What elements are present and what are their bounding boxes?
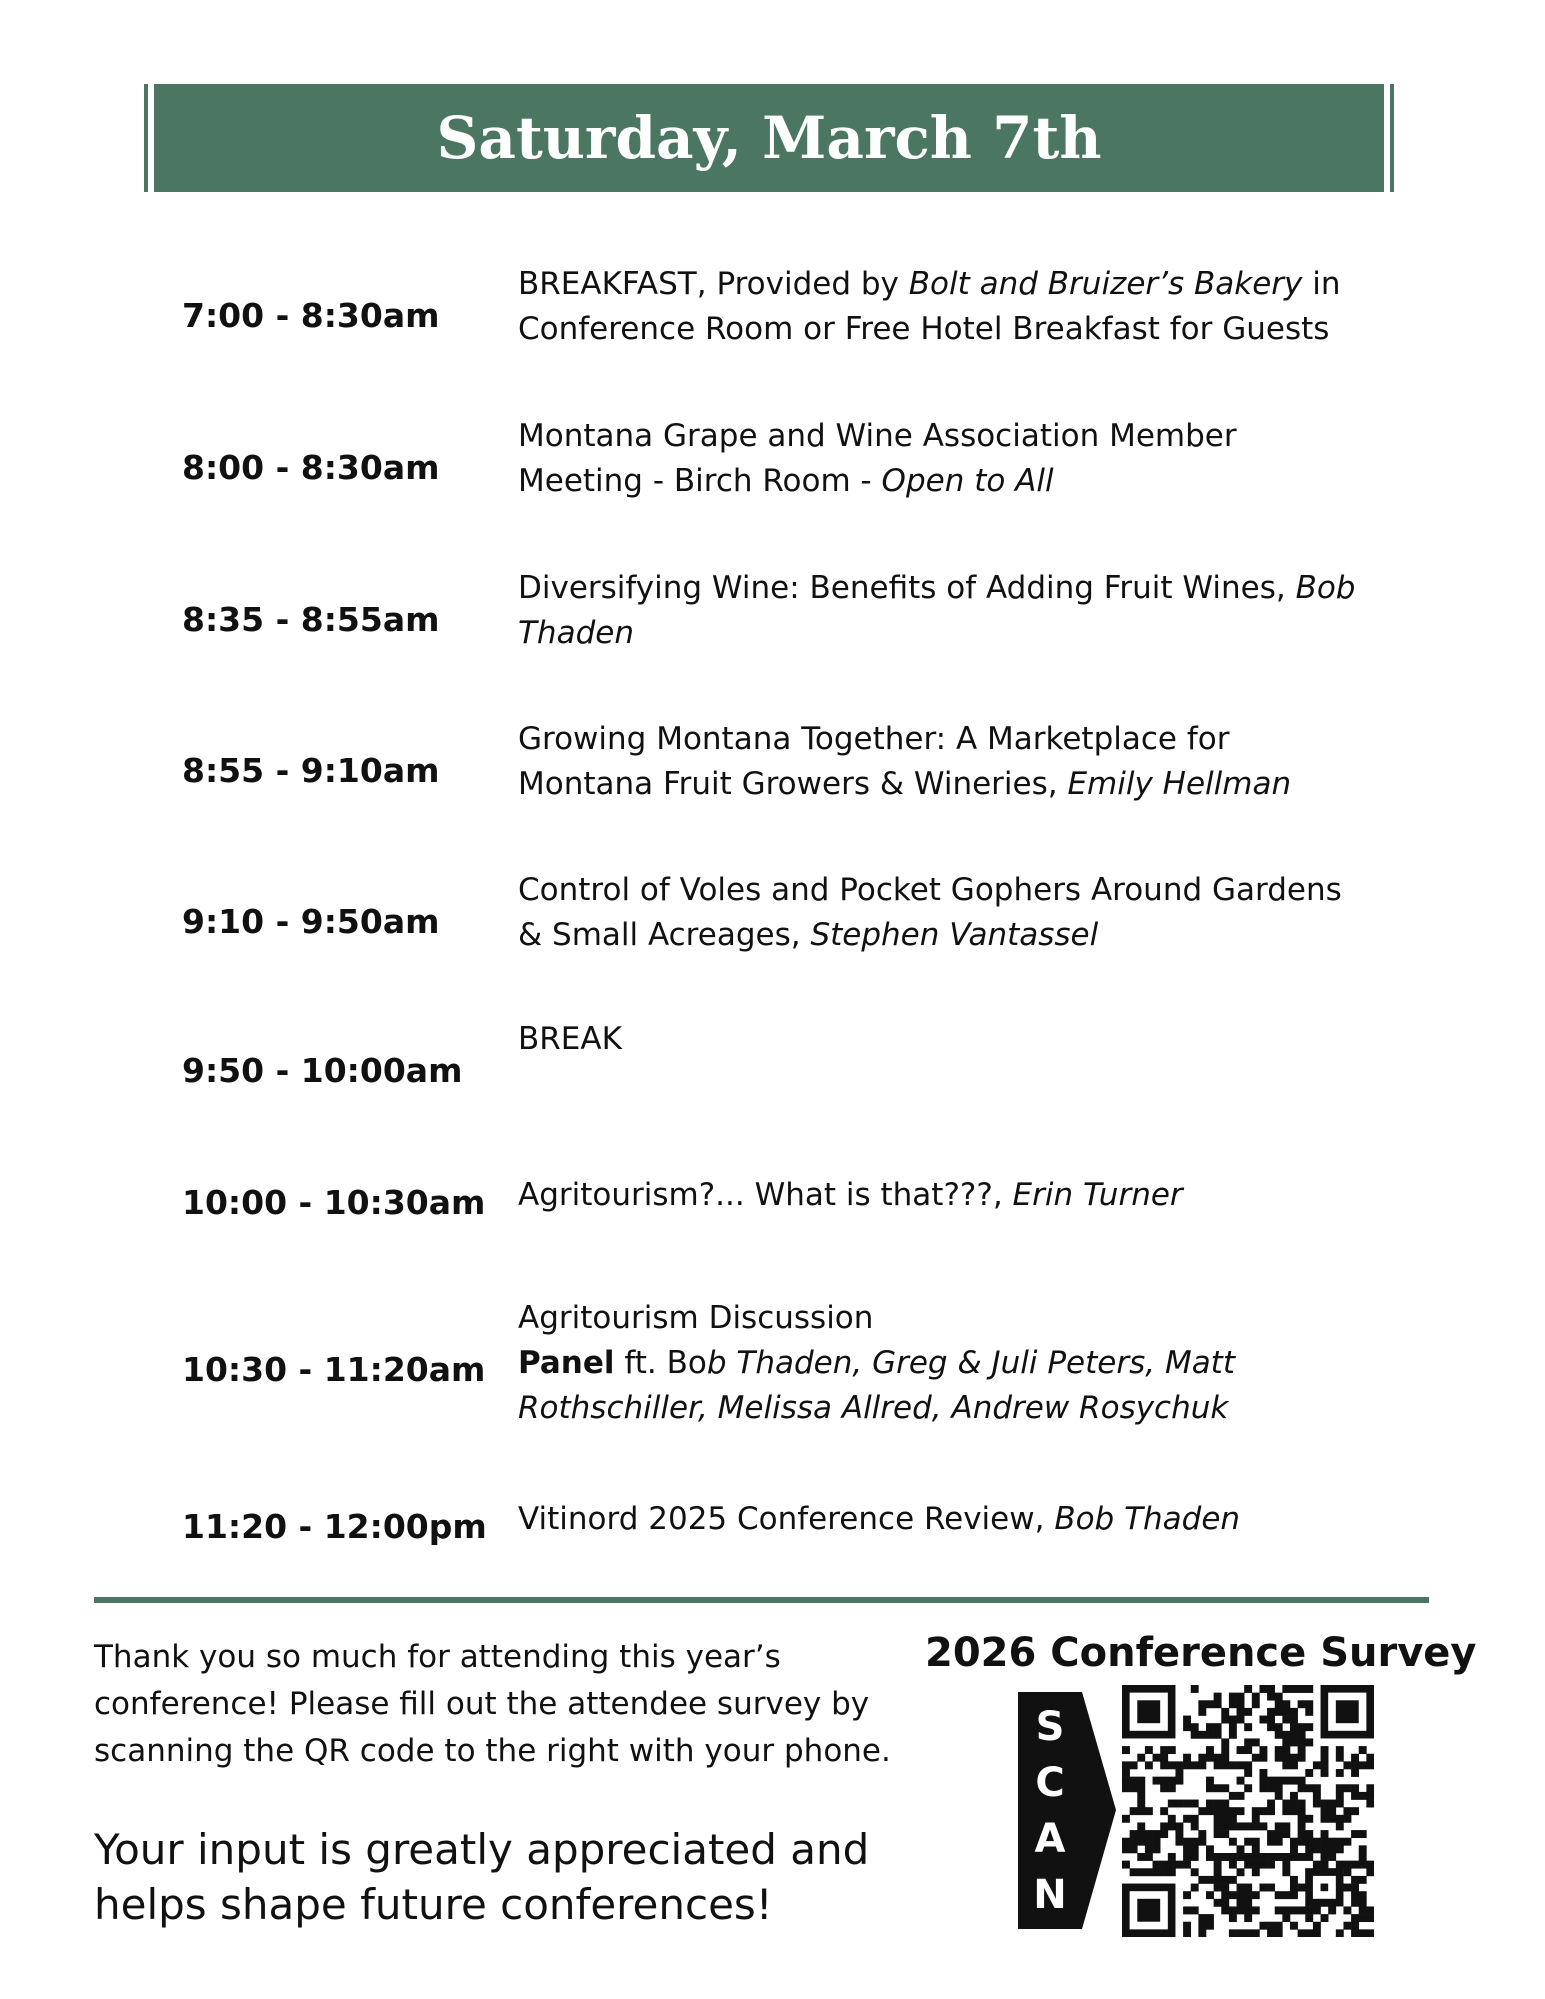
event-text: ft. Bo <box>614 1345 707 1381</box>
schedule-event <box>518 566 1358 656</box>
input-appreciation-text: Your input is greatly appreciated and helps shape future conferences! <box>94 1825 870 1929</box>
event-speaker-italic: Open to All <box>881 463 1054 499</box>
event-text: BREAKFAST, Provided by <box>518 266 909 302</box>
event-text: Diversifying Wine: Benefits of Adding Fruit Wines, <box>518 570 1296 606</box>
survey-title: 2026 Conference Survey <box>925 1630 1477 1676</box>
scan-letter: N <box>1033 1871 1067 1918</box>
event-bold-text: Panel <box>518 1345 615 1381</box>
schedule-event <box>518 717 1358 807</box>
event-speaker-italic: Erin Turner <box>1012 1177 1183 1213</box>
event-speaker-italic: Bolt and Bruizer’s Bakery <box>908 266 1303 302</box>
event-speaker-italic: Bob Thaden <box>1054 1501 1241 1537</box>
schedule-time: 9:50 - 10:00am <box>182 1051 463 1090</box>
schedule-time: 9:10 - 9:50am <box>182 902 440 941</box>
event-speaker-italic: Bob Thaden <box>518 570 1356 651</box>
event-text: Montana Grape and Wine Association Member Meeting - Birch Room - <box>518 418 1237 499</box>
event-speaker-italic: b Thaden, Greg & Juli Peters, Matt Rothschiller, Melissa Allred, Andrew Rosychuk <box>518 1345 1235 1426</box>
event-text: Agritourism?... What is that???, <box>518 1177 1013 1213</box>
thank-you-text: Thank you so much for attending this year’s conference! Please fill out the attendee survey by scanning the QR code to the right with your phone. <box>94 1639 891 1769</box>
schedule-event <box>518 1173 1358 1218</box>
schedule-event <box>518 414 1358 504</box>
scan-arrow-badge <box>1018 1692 1116 1929</box>
scan-letter: C <box>1035 1759 1065 1806</box>
schedule-time: 8:00 - 8:30am <box>182 448 440 487</box>
event-text: BREAK <box>518 1021 622 1057</box>
event-text: Vitinord 2025 Conference Review, <box>518 1501 1055 1537</box>
page-title: Saturday, March 7th <box>436 104 1102 172</box>
event-text: Agritourism Discussion <box>518 1300 874 1336</box>
event-text: Growing Montana Together: A Marketplace for Montana Fruit Growers & Wineries, <box>518 721 1230 802</box>
event-text: in Conference Room or Free Hotel Breakfast for Guests <box>518 266 1341 347</box>
scan-letter: A <box>1034 1815 1066 1862</box>
schedule-time: 10:30 - 11:20am <box>182 1350 486 1389</box>
event-speaker-italic: Stephen Vantassel <box>810 917 1099 953</box>
qr-code[interactable] <box>1122 1685 1374 1937</box>
event-speaker-italic: Emily Hellman <box>1067 766 1292 802</box>
schedule-event <box>518 1296 1358 1431</box>
schedule-event <box>518 1017 1358 1062</box>
schedule-time: 8:35 - 8:55am <box>182 600 440 639</box>
schedule-event <box>518 868 1358 958</box>
scan-label <box>1018 1692 1082 1929</box>
scan-letter: S <box>1035 1703 1065 1750</box>
schedule-time: 7:00 - 8:30am <box>182 296 440 335</box>
schedule-time: 8:55 - 9:10am <box>182 751 440 790</box>
section-divider <box>94 1597 1429 1603</box>
schedule-event <box>518 262 1358 352</box>
event-text: Control of Voles and Pocket Gophers Around Gardens & Small Acreages, <box>518 872 1342 953</box>
schedule-event <box>518 1497 1358 1542</box>
schedule-time: 10:00 - 10:30am <box>182 1183 486 1222</box>
schedule-time: 11:20 - 12:00pm <box>182 1507 487 1546</box>
